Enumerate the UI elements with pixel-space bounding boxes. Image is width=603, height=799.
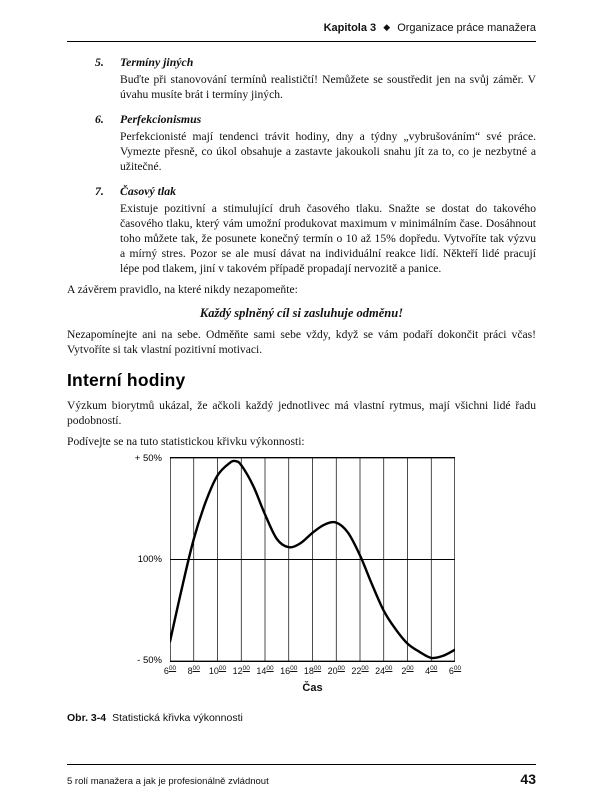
item-text: Buďte při stanovování termínů realističtí! Nemůžete se soustředit jen na svůj záměr. V úvahu musíte brát i termíny jiných. [120, 73, 536, 101]
page-footer [67, 764, 536, 787]
list-item-casovy-tlak [67, 183, 536, 276]
item-heading: Perfekcionismus [120, 112, 202, 126]
performance-curve-svg [170, 457, 455, 662]
page-number: 43 [520, 771, 536, 787]
item-text: Existuje pozitivní a stimulující druh časového tlaku. Snažte se dostat do takového časového tlaku, který vám umožní produkovat maximum v minimálním čase. Dosáhnout toho můžete tak, že posunete konečný termín o 10 až 15% dopředu. Vytvoříte tak výzvu a mírný stres. Pozor se ale musí dávat na individuální reakce lidí. Někteří lidé pracují lépe pod tlakem, jiní v takovém případě propadají nervozitě a panice. [120, 202, 536, 275]
x-tick-label: $2^{00}$ [401, 665, 414, 676]
y-tick-plus50: + 50% [134, 453, 162, 464]
chapter-label: Kapitola 3 [323, 22, 377, 34]
section-intro: Výzkum biorytmů ukázal, že ačkoli každý jednotlivec má vlastní rytmus, mají všichni lidé řadu podobností. [67, 399, 536, 427]
y-tick-100: 100% [137, 554, 162, 565]
item-text: Perfekcionisté mají tendenci trávit hodiny, dny a týdny „vybrušováním“ své práce. Vymezte přesně, co úkol obsahuje a zastavte jakoukoli snahu jít za to, co je nezbytné a užitečné. [120, 130, 536, 173]
item-number: 6. [95, 112, 104, 126]
x-axis-ticks [163, 665, 462, 678]
chapter-title: Organizace práce manažera [397, 22, 536, 34]
x-tick-label: $6^{00}$ [163, 665, 177, 676]
page-header [67, 0, 536, 34]
reward-paragraph: Nezapomínejte ani na sebe. Odměňte sami sebe vždy, když se vám podaří dokončit práci včas! Vytvoříte si tak vlastní pozitivní motivaci. [67, 328, 536, 356]
numbered-list [67, 54, 536, 276]
list-item-perfekcionismus [67, 111, 536, 174]
figure-caption-label: Obr. 3-4 [67, 712, 107, 724]
footer-row [67, 771, 536, 787]
figure-caption-text: Statistická křivka výkonnosti [112, 712, 243, 724]
section-heading-interni-hodiny: Interní hodiny [67, 370, 186, 390]
performance-chart [134, 453, 462, 694]
item-heading-row [67, 54, 536, 70]
footer-book-title: 5 rolí manažera a jak je profesionálně zvládnout [67, 776, 269, 787]
chart-plot-area [134, 453, 455, 666]
chart-intro: Podívejte se na tuto statistickou křivku výkonnosti: [67, 435, 305, 448]
x-tick-label: $16^{00}$ [280, 665, 298, 676]
x-tick-label: $14^{00}$ [256, 665, 274, 676]
x-tick-label: $10^{00}$ [208, 665, 227, 676]
x-tick-label: $6^{00}$ [448, 665, 462, 676]
diamond-icon: ◆ [383, 22, 391, 32]
header-rule [67, 41, 536, 42]
x-tick-label: $12^{00}$ [232, 665, 250, 676]
y-tick-minus50: - 50% [137, 655, 162, 666]
x-tick-label: $20^{00}$ [327, 665, 345, 676]
x-tick-label: $18^{00}$ [303, 665, 322, 676]
motto: Každý splněný cíl si zasluhuje odměnu! [199, 306, 404, 320]
item-heading: Termíny jiných [120, 55, 194, 69]
item-number: 5. [95, 55, 104, 69]
list-item-terminy-jinych [67, 54, 536, 102]
item-heading: Časový tlak [120, 184, 177, 198]
x-tick-label: $4^{00}$ [425, 665, 438, 676]
x-tick-label: $24^{00}$ [375, 665, 393, 676]
item-heading-row [67, 183, 536, 199]
figure-caption [67, 712, 536, 724]
item-heading-row [67, 111, 536, 127]
closing-rule-intro: A závěrem pravidlo, na které nikdy nezapomeňte: [67, 283, 298, 296]
x-axis-title: Čas [302, 682, 323, 694]
x-tick-label: $22^{00}$ [351, 665, 369, 676]
footer-rule [67, 764, 536, 765]
item-number: 7. [95, 184, 104, 198]
x-tick-label: $8^{00}$ [187, 665, 200, 676]
